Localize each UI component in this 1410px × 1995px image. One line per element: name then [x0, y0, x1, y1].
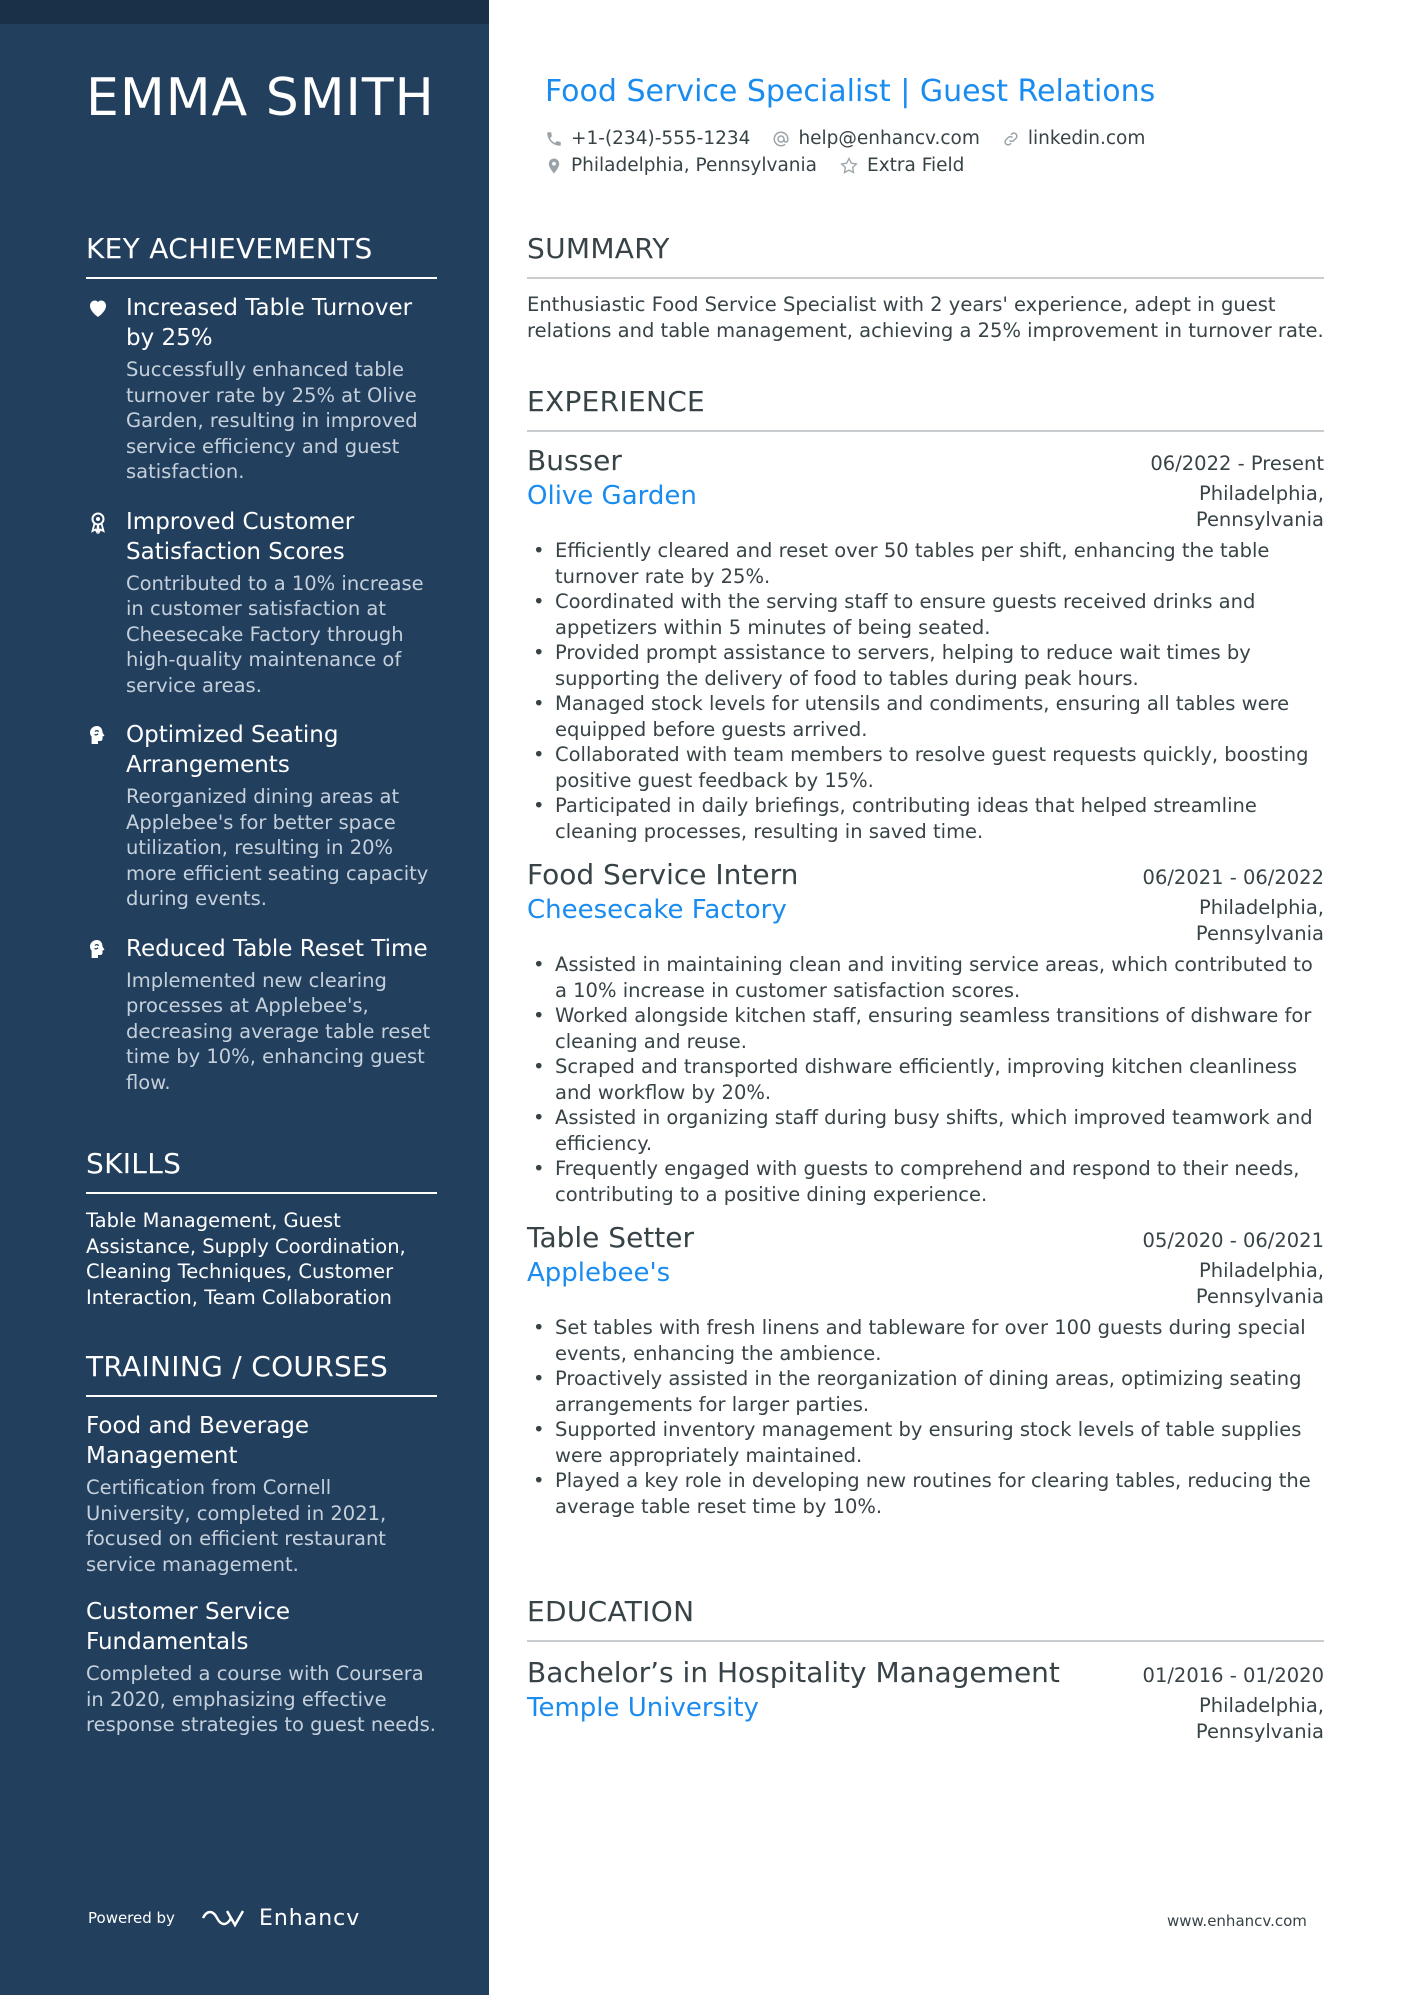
job-title: Busser: [527, 444, 622, 477]
education-section: [527, 1595, 1324, 1744]
email[interactable]: [772, 128, 979, 149]
phone[interactable]: [545, 128, 750, 149]
location-pin-icon: [545, 157, 563, 175]
award-icon: [86, 510, 110, 534]
course-item: [86, 1411, 437, 1577]
job-bullet: • Coordinated with the serving staff to ensure guests received drinks and appetizers within 5 minutes of being seated.: [555, 589, 1324, 640]
achievement-title: Optimized Seating Arrangements: [126, 722, 339, 778]
job-company: Applebee's: [527, 1258, 671, 1288]
key-achievements-heading: KEY ACHIEVEMENTS: [86, 232, 437, 279]
powered-by: [88, 1905, 360, 1931]
phone-icon: [545, 130, 563, 148]
education-date: 01/2016 - 01/2020: [1142, 1664, 1324, 1687]
brain-icon: [86, 937, 110, 961]
headline: Food Service Specialist | Guest Relations: [545, 74, 1156, 109]
achievement-item: [86, 720, 437, 912]
key-achievements-section: [86, 232, 437, 1117]
phone-text: +1-(234)-555-1234: [571, 128, 751, 149]
job-location: [1196, 481, 1324, 532]
job-bullet: • Efficiently cleared and reset over 50 tables per shift, enhancing the table turnover rate by 25%.: [555, 538, 1324, 589]
degree: Bachelor’s in Hospitality Management: [527, 1656, 1060, 1689]
job-title: Food Service Intern: [527, 858, 799, 891]
job-bullet: • Assisted in organizing staff during busy shifts, which improved teamwork and efficiency.: [555, 1105, 1324, 1156]
achievement-description: Reorganized dining areas at Applebee's for better space utilization, resulting in 20% more efficient seating capacity during events.: [126, 785, 429, 910]
skills-heading: SKILLS: [86, 1147, 437, 1194]
job-bullet: • Managed stock levels for utensils and condiments, ensuring all tables were equipped before guests arrived.: [555, 691, 1324, 742]
course-description: Completed a course with Coursera in 2020, emphasizing effective response strategies to guest needs.: [86, 1662, 436, 1736]
achievement-title: Increased Table Turnover by 25%: [126, 295, 413, 351]
brain-icon: [86, 723, 110, 747]
job-entry: [527, 1221, 1324, 1519]
powered-by-label: Powered by: [88, 1909, 175, 1927]
job-entry: [527, 858, 1324, 1207]
job-bullet: • Played a key role in developing new routines for clearing tables, reducing the average table reset time by 10%.: [555, 1468, 1324, 1519]
job-bullet: • Scraped and transported dishware efficiently, improving kitchen cleanliness and workflow by 20%.: [555, 1054, 1324, 1105]
course-title: Customer Service Fundamentals: [86, 1599, 291, 1655]
education-entry: [527, 1656, 1324, 1744]
job-date: 05/2020 - 06/2021: [1142, 1229, 1324, 1252]
location: [545, 155, 817, 176]
experience-section: [527, 385, 1324, 1519]
brand-name: Enhancv: [258, 1905, 361, 1931]
at-icon: [772, 130, 790, 148]
job-bullets: [527, 952, 1324, 1207]
education-location-city: Philadelphia,: [1199, 1694, 1324, 1717]
enhancv-logo-icon: [201, 1905, 249, 1931]
sidebar: [0, 0, 489, 1995]
summary-heading: SUMMARY: [527, 232, 1324, 279]
course-description: Certification from Cornell University, completed in 2021, focused on efficient restaurant service management.: [86, 1476, 387, 1576]
job-bullet: • Participated in daily briefings, contributing ideas that helped streamline cleaning processes, resulting in saved time.: [555, 793, 1324, 844]
summary-section: [527, 232, 1324, 343]
contact-row-2: [545, 155, 986, 176]
achievement-description: Contributed to a 10% increase in customer satisfaction at Cheesecake Factory through high-quality maintenance of service areas.: [126, 571, 424, 697]
star-icon: [839, 156, 859, 176]
job-date: 06/2022 - Present: [1150, 452, 1324, 475]
job-location-city: Philadelphia,: [1199, 1259, 1324, 1282]
job-location: [1196, 1258, 1324, 1309]
achievement-item: [86, 507, 437, 699]
job-bullet: • Collaborated with team members to resolve guest requests quickly, boosting positive guest feedback by 15%.: [555, 742, 1324, 793]
job-bullet: • Supported inventory management by ensuring stock levels of table supplies were appropriately maintained.: [555, 1417, 1324, 1468]
skills-section: [86, 1147, 437, 1310]
summary-text: Enthusiastic Food Service Specialist with 2 years' experience, adept in guest relations and table management, achieving a 25% improvement in turnover rate.: [527, 293, 1324, 342]
education-location: [1196, 1693, 1324, 1744]
job-location-state: Pennsylvania: [1195, 1284, 1324, 1308]
job-company: Olive Garden: [527, 481, 697, 511]
job-bullets: [527, 538, 1324, 844]
achievement-item: [86, 934, 437, 1096]
job-location-state: Pennsylvania: [1195, 507, 1324, 531]
experience-heading: EXPERIENCE: [527, 385, 1324, 432]
job-bullet: • Provided prompt assistance to servers, helping to reduce wait times by supporting the delivery of food to tables during peak hours.: [555, 640, 1324, 691]
location-text: Philadelphia, Pennsylvania: [571, 155, 818, 176]
achievement-title: Reduced Table Reset Time: [126, 935, 428, 962]
achievement-description: Successfully enhanced table turnover rate by 25% at Olive Garden, resulting in improved service efficiency and guest satisfaction.: [126, 358, 418, 483]
job-location-city: Philadelphia,: [1199, 896, 1324, 919]
heart-icon: [86, 296, 110, 320]
footer-url[interactable]: www.enhancv.com: [1167, 1912, 1307, 1930]
school: Temple University: [527, 1693, 759, 1723]
education-heading: EDUCATION: [527, 1595, 1324, 1642]
job-title: Table Setter: [527, 1221, 695, 1254]
email-text: help@enhancv.com: [798, 128, 980, 149]
job-location-state: Pennsylvania: [1195, 921, 1324, 945]
contact-row-1: [545, 128, 1167, 149]
education-location-state: Pennsylvania: [1195, 1719, 1324, 1743]
training-courses-heading: TRAINING / COURSES: [86, 1350, 437, 1397]
job-bullet: • Set tables with fresh linens and tableware for over 100 guests during special events, enhancing the ambience.: [555, 1315, 1324, 1366]
link-icon: [1002, 130, 1020, 148]
course-item: [86, 1597, 437, 1738]
candidate-name: EMMA SMITH: [86, 68, 435, 128]
achievement-title: Improved Customer Satisfaction Scores: [126, 508, 355, 565]
job-entry: [527, 444, 1324, 844]
extra-field: [839, 155, 964, 176]
linkedin-text: linkedin.com: [1027, 128, 1146, 149]
linkedin-link[interactable]: [1002, 128, 1145, 149]
job-bullet: • Frequently engaged with guests to comprehend and respond to their needs, contributing to a positive dining experience.: [555, 1156, 1324, 1207]
job-bullets: [527, 1315, 1324, 1519]
course-title: Food and Beverage Management: [86, 1413, 310, 1469]
job-location: [1196, 895, 1324, 946]
extra-field-text: Extra Field: [867, 155, 965, 176]
achievement-description: Implemented new clearing processes at Applebee's, decreasing average table reset time by 10%, enhancing guest flow.: [126, 968, 431, 1094]
job-date: 06/2021 - 06/2022: [1142, 866, 1324, 889]
job-bullet: • Assisted in maintaining clean and inviting service areas, which contributed to a 10% increase in customer satisfaction scores.: [555, 952, 1324, 1003]
job-bullet: • Worked alongside kitchen staff, ensuring seamless transitions of dishware for cleaning and reuse.: [555, 1003, 1324, 1054]
sidebar-top-bar: [0, 0, 489, 24]
achievement-item: [86, 293, 437, 485]
job-location-city: Philadelphia,: [1199, 482, 1324, 505]
training-courses-section: [86, 1350, 437, 1758]
job-company: Cheesecake Factory: [527, 895, 787, 925]
job-bullet: • Proactively assisted in the reorganization of dining areas, optimizing seating arrangements for larger parties.: [555, 1366, 1324, 1417]
skills-list: Table Management, Guest Assistance, Supply Coordination, Cleaning Techniques, Customer Interaction, Team Collaboration: [86, 1209, 406, 1309]
